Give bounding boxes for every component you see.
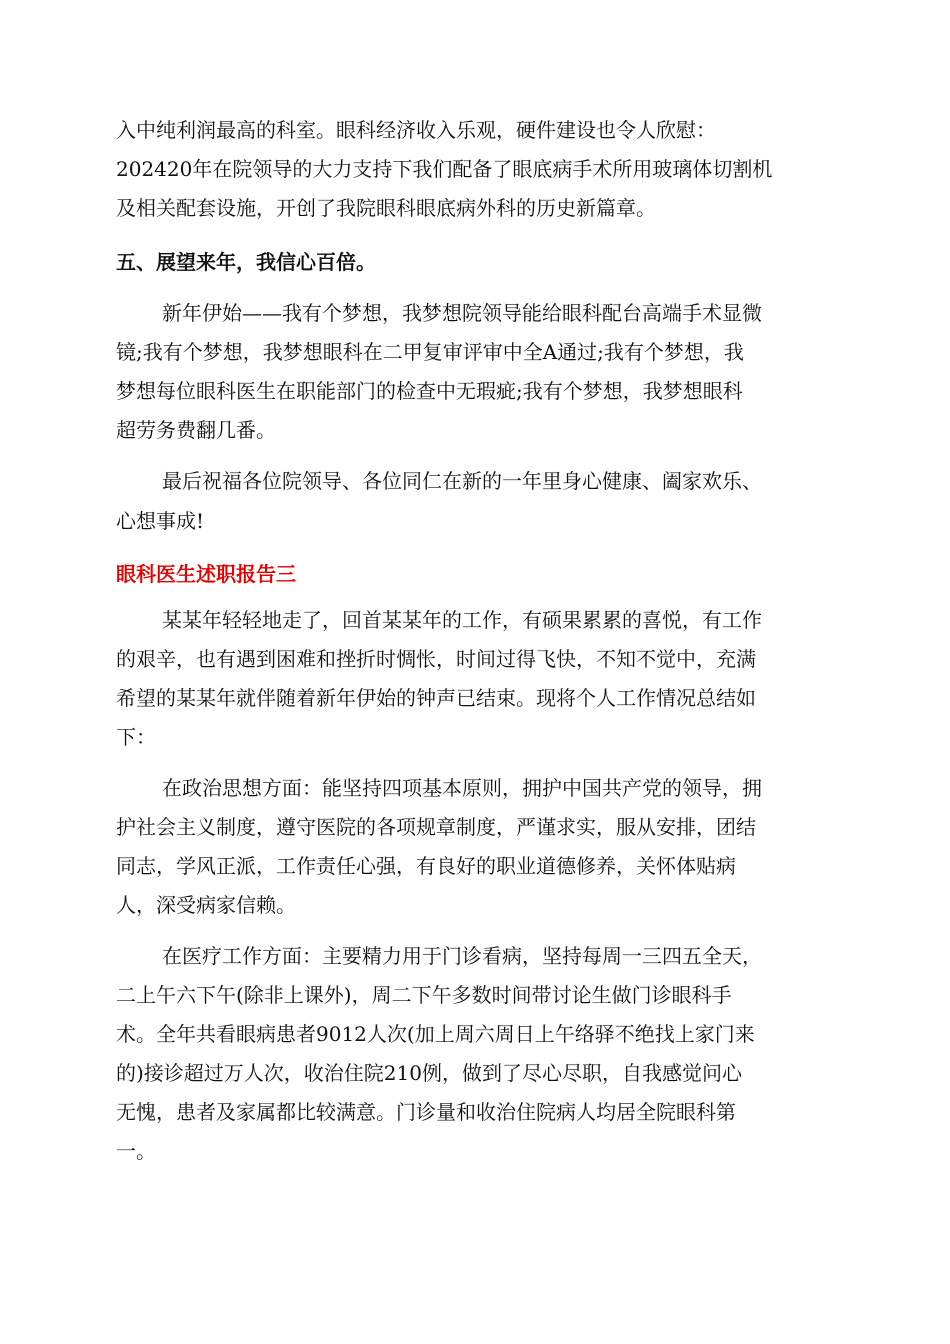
dream-line-3: 梦想每位眼科医生在职能部门的检查中无瑕疵;我有个梦想，我梦想眼科: [116, 379, 743, 403]
blessing-line-1: 最后祝福各位院领导、各位同仁在新的一年里身心健康、阖家欢乐、: [162, 469, 762, 493]
section-five-heading: 五、展望来年，我信心百倍。: [116, 250, 376, 274]
intro-line-1: 入中纯利润最高的科室。眼科经济收入乐观，硬件建设也令人欣慰：: [116, 118, 716, 142]
intro-line-3: 及相关配套设施，开创了我院眼科眼底病外科的历史新篇章。: [116, 196, 656, 220]
dream-line-1: 新年伊始——我有个梦想，我梦想院领导能给眼科配台高端手术显微: [162, 301, 762, 325]
report-intro-line-1: 某某年轻轻地走了，回首某某年的工作，有硕果累累的喜悦，有工作: [162, 608, 762, 632]
medical-line-2: 二上午六下午(除非上课外)，周二下午多数时间带讨论生做门诊眼科手: [116, 983, 732, 1007]
politics-line-4: 人，深受病家信赖。: [116, 893, 296, 917]
blessing-line-2: 心想事成!: [116, 509, 205, 533]
medical-line-6: 一。: [116, 1139, 156, 1163]
politics-line-3: 同志，学风正派，工作责任心强，有良好的职业道德修养，关怀体贴病: [116, 854, 736, 878]
politics-line-2: 护社会主义制度，遵守医院的各项规章制度，严谨求实，服从安排，团结: [116, 815, 756, 839]
medical-line-1: 在医疗工作方面：主要精力用于门诊看病，坚持每周一三四五全天，: [162, 944, 762, 968]
dream-line-4: 超劳务费翻几番。: [116, 418, 276, 442]
report-intro-line-3: 希望的某某年就伴随着新年伊始的钟声已结束。现将个人工作情况总结如: [116, 686, 756, 710]
report-intro-line-2: 的艰辛，也有遇到困难和挫折时惆怅，时间过得飞快，不知不觉中，充满: [116, 647, 756, 671]
medical-line-3: 术。全年共看眼病患者9012人次(加上周六周日上午络驿不绝找上家门来: [116, 1022, 755, 1046]
intro-line-2: 202420年在院领导的大力支持下我们配备了眼底病手术所用玻璃体切割机: [116, 157, 773, 181]
medical-line-5: 无愧，患者及家属都比较满意。门诊量和收治住院病人均居全院眼科第: [116, 1100, 736, 1124]
dream-line-2: 镜;我有个梦想，我梦想眼科在二甲复审评审中全A通过;我有个梦想，我: [116, 340, 744, 364]
report-three-title: 眼科医生述职报告三: [116, 562, 296, 586]
report-intro-line-4: 下：: [116, 725, 156, 749]
politics-line-1: 在政治思想方面：能坚持四项基本原则，拥护中国共产党的领导，拥: [162, 776, 762, 800]
medical-line-4: 的)接诊超过万人次，收治住院210例，做到了尽心尽职，自我感觉问心: [116, 1061, 742, 1085]
